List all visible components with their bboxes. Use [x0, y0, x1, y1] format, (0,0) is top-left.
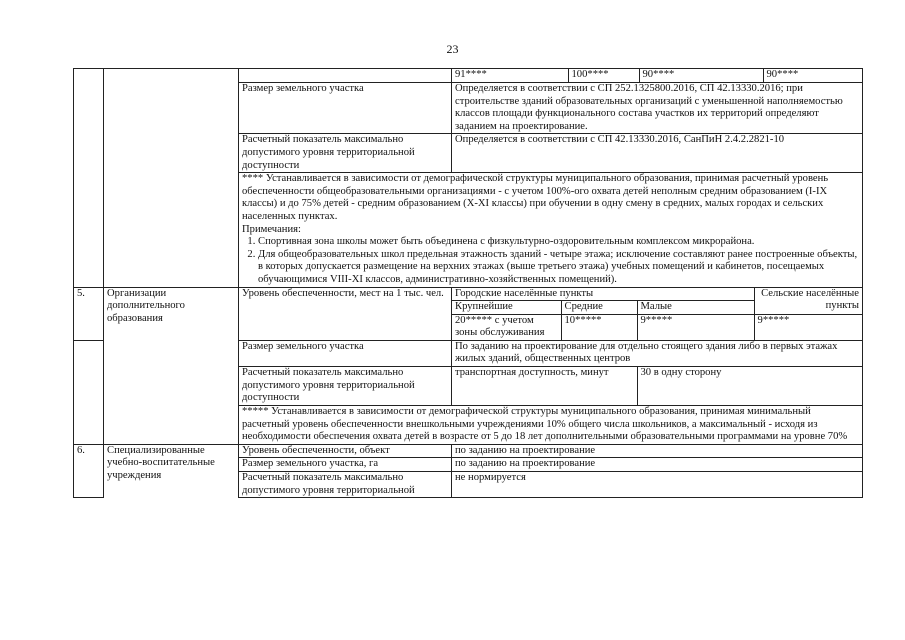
sub-header: Малые: [637, 301, 754, 315]
page-number: 23: [446, 42, 459, 56]
footnote-text: ***** Устанавливается в зависимости от демографической структуры муниципального образования, принимая минимальный расчетный уровень обеспеченности внешкольными учреждениями 10% общего числа школьников, а максимальный - исходя из необходимости обеспечения охвата детей в возрасте от 5 до 18 лет дополнительными образовательными программами на уровне 70%: [242, 406, 848, 443]
section-number: 6.: [74, 444, 104, 458]
value-cell: 91****: [452, 69, 568, 82]
access-type: транспортная доступность, минут: [452, 367, 637, 405]
value-cell: 20***** с учетом зоны обслуживания: [452, 314, 561, 340]
table-row: [74, 340, 863, 366]
value-cell: 90****: [766, 69, 799, 80]
capacity-value: по заданию на проектирование: [452, 444, 863, 458]
value-cell: 90****: [639, 69, 763, 82]
sub-header: Крупнейшие: [452, 301, 561, 315]
land-size-value: по заданию на проектирование: [452, 458, 863, 472]
capacity-label: Уровень обеспеченности, объект: [239, 444, 452, 458]
value-cell: 9*****: [637, 314, 754, 340]
table-row: [74, 406, 863, 445]
access-value: 30 в одну сторону: [640, 367, 722, 379]
top-values-grid: [452, 69, 862, 82]
table-row: [74, 367, 863, 406]
sub-header: Средние: [561, 301, 637, 315]
footnote-block: [239, 406, 863, 445]
access-label: Расчетный показатель максимально допустимого уровня территориальной доступности: [239, 134, 452, 173]
section-name: Организации дополнительного образования: [104, 287, 239, 340]
access-label: Расчетный показатель максимально допустимого уровня территориальной доступности: [239, 367, 452, 406]
table-row: [74, 83, 863, 134]
value-cell: 9*****: [754, 314, 862, 340]
access-grid: [452, 367, 862, 405]
table-row: [74, 173, 863, 287]
value-cell: 100****: [568, 69, 639, 82]
land-size-value: Определяется в соответствии с СП 252.1325800.2016, СП 42.13330.2016; при строительстве зданий образовательных организаций с уменьшенной наполняемостью классов площади функционального состава участков их территорий определяют заданием на проектирование.: [452, 83, 863, 134]
land-size-value: По заданию на проектирование для отдельно стоящего здания либо в первых этажах жилых зданий, общественных центров: [452, 340, 863, 366]
urban-header: Городские населённые пункты: [452, 288, 754, 301]
access-value: Определяется в соответствии с СП 42.13330.2016, СанПиН 2.4.2.2821-10: [452, 134, 863, 173]
capacity-label: Уровень обеспеченности, мест на 1 тыс. чел.: [239, 287, 452, 340]
table-row: [74, 287, 863, 340]
footnote-block: [239, 173, 863, 287]
land-size-label: Размер земельного участка: [239, 340, 452, 366]
table-row: [74, 69, 863, 83]
list-item: 2. Для общеобразовательных школ предельная этажность зданий - четыре этажа; исключение составляют ранее построенные объекты, в которых допускается размещение на верхних этажах (выше третьего этажа) учебных помещений и кабинетов, посещаемых обучающимися VIII-XI классов, административно-хозяйственных помещений).: [258, 249, 859, 287]
value-cell: 10*****: [561, 314, 637, 340]
access-label: Расчетный показатель максимально допустимого уровня территориальной: [239, 472, 452, 498]
table-row: [74, 444, 863, 458]
section-number: 5.: [74, 287, 104, 340]
land-size-label: Размер земельного участка, га: [239, 458, 452, 472]
list-item: 1. Спортивная зона школы может быть объединена с физкультурно-оздоровительным комплексом микрорайона.: [258, 236, 859, 249]
remarks-list: [242, 236, 859, 286]
table-row: [74, 134, 863, 173]
standards-table: [73, 68, 863, 498]
rural-header: Сельские населённые пункты: [761, 287, 859, 312]
capacity-grid: [452, 288, 862, 340]
remarks-title: Примечания:: [242, 223, 301, 235]
land-size-label: Размер земельного участка: [239, 83, 452, 134]
section-name: Специализированные учебно-воспитательные учреждения: [104, 444, 239, 497]
access-value: не нормируется: [452, 472, 863, 498]
footnote-text: **** Устанавливается в зависимости от демографической структуры муниципального образования, принимая расчетный уровень обеспеченности общеобразовательными организациями - с учетом 100%-ого охвата детей неполным средним образованием (I-IX классы) и до 75% детей - средним образованием (X-XI классы) при обучении в одну смену в средних, малых городах и сельских населенных пунктах.: [242, 173, 829, 222]
